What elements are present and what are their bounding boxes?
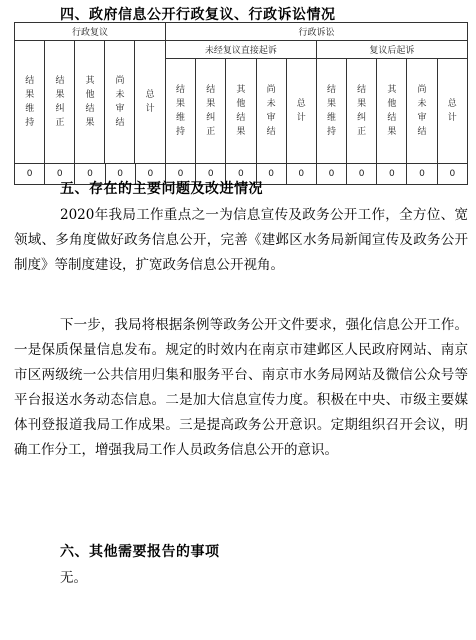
value-cell: 0 [437,164,467,185]
value-cell: 0 [165,164,195,185]
header-after-review: 复议后起诉 [316,41,467,59]
column-label: 结 果 维 持 [316,59,346,164]
review-columns [15,41,166,164]
header-admin-review: 行政复议 [15,23,166,41]
column-label: 其 他 结 果 [377,59,407,164]
value-cell: 0 [316,164,346,185]
value-cell: 0 [75,164,105,185]
paragraph-text: 无。 [60,570,87,586]
column-label: 结 果 纠 正 [196,59,226,164]
other-paragraph [14,566,468,591]
review-litigation-table [14,22,468,185]
value-cell: 0 [45,164,75,185]
value-cell: 0 [286,164,316,185]
column-label: 结 果 纠 正 [347,59,377,164]
value-cell: 0 [407,164,437,185]
paragraph-text: 2020年我局工作重点之一为信息宣传及政务公开工作，全方位、宽领域、多角度做好政务信息公开，完善《建邺区水务局新闻宣传及政务公开制度》等制度建设，扩宽政务信息公开视角。 [14,207,468,273]
column-label: 总 计 [145,90,155,114]
value-cell: 0 [196,164,226,185]
value-cell: 0 [347,164,377,185]
column-label: 结 果 维 持 [15,41,45,163]
paragraph-text: 下一步，我局将根据条例等政务公开文件要求，强化信息公开工作。一是保质保量信息发布。规定的时效内在南京市建邺区人民政府网站、南京市区两级统一公共信用归集和服务平台、南京市水务局网站及微信公众号等平台报送水务动态信息。二是加大信息宣传力度。积极在中央、市级主要媒体刊登报道我局工作成果。三是提高政务公开意识。定期组织召开会议，明确工作分工，增强我局工作人员政务信息公开的意识。 [14,317,468,458]
column-label: 结 果 维 持 [165,59,195,164]
header-direct-suit: 未经复议直接起诉 [165,41,316,59]
value-cell: 0 [377,164,407,185]
column-label: 其 他 结 果 [75,41,105,163]
problems-paragraph-1 [14,203,468,278]
column-label: 其 他 结 果 [226,59,256,164]
column-label: 总 计 [286,59,316,164]
section-heading-4: 四、政府信息公开行政复议、行政诉讼情况 [60,7,336,23]
value-cell: 0 [135,164,165,185]
value-cell: 0 [15,164,45,185]
problems-paragraph-2 [14,313,468,463]
value-cell: 0 [256,164,286,185]
header-admin-litigation: 行政诉讼 [165,23,467,41]
column-label: 尚 未 审 结 [256,59,286,164]
section-heading-6: 六、其他需要报告的事项 [60,544,220,560]
value-cell: 0 [105,164,135,185]
column-label: 总 计 [437,59,467,164]
section-heading-5: 五、存在的主要问题及改进情况 [60,181,263,197]
column-label: 结 果 纠 正 [45,41,75,163]
value-cell: 0 [226,164,256,185]
column-label: 尚 未 审 结 [105,41,135,163]
column-label: 尚 未 审 结 [407,59,437,164]
